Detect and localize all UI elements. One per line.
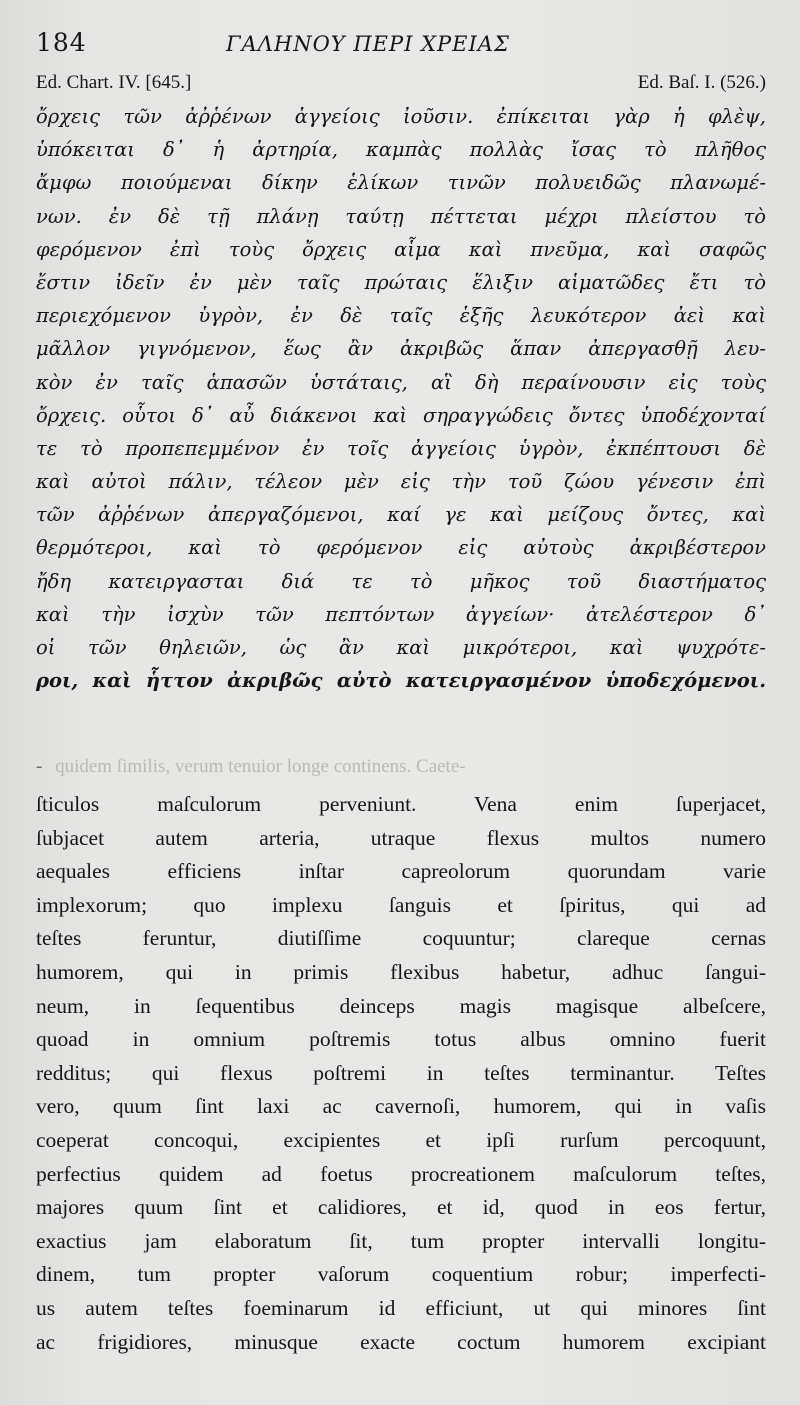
running-head: ΓΑΛΗΝΟΥ ΠΕΡΙ ΧΡΕΙΑΣ	[226, 32, 510, 56]
page-number: 184	[36, 28, 87, 57]
edition-basel: Ed. Baſ. I. (526.)	[637, 72, 766, 93]
greek-text-line: οἱ τῶν θηλειῶν, ὡς ἂν καὶ μικρότεροι, καὶ ψυχρότε-	[36, 636, 766, 659]
latin-text-line: majores quum ſint et calidiores, et id, quod in eos fertur,	[36, 1195, 766, 1220]
page-header	[36, 28, 766, 64]
latin-text-line: perfectius quidem ad foetus procreationem maſculorum teſtes,	[36, 1161, 766, 1186]
greek-text-line: μᾶλλον γιγνόμενον, ἕως ἂν ἀκριβῶς ἅπαν ἀπεργασθῇ λευ-	[36, 337, 766, 361]
greek-text-line: ὄρχεις τῶν ἀῤῥένων ἀγγείοις ἰοῦσιν. ἐπίκειται γὰρ ἡ φλὲψ,	[36, 105, 766, 128]
latin-text-line: neum, in ſequentibus deinceps magis magisque albeſcere,	[36, 993, 766, 1018]
greek-text-line: ἤδη κατειργασται διά τε τὸ μῆκος τοῦ διαστήματος	[36, 569, 766, 593]
greek-text-line: θερμότεροι, καὶ τὸ φερόμενον εἰς αὐτοὺς ἀκριβέστερον	[36, 536, 766, 560]
latin-text-line: ſticulos maſculorum perveniunt. Vena enim ſuperjacet,	[36, 792, 766, 816]
greek-text-line: περιεχόμενον ὑγρὸν, ἐν δὲ ταῖς ἑξῆς λευκότερον ἀεὶ καὶ	[36, 304, 766, 328]
latin-text-block	[36, 788, 766, 1359]
greek-text-line: ροι, καὶ ἧττον ἀκριβῶς αὐτὸ κατειργασμένον ὑποδεχόμενοι.	[36, 669, 766, 693]
latin-text-line: ac frigidiores, minusque exacte coctum humorem excipiant	[36, 1329, 766, 1354]
latin-text-line: teſtes feruntur, diutiſſime coquuntur; clareque cernas	[36, 926, 766, 951]
latin-text-line: humorem, qui in primis flexibus habetur, adhuc ſangui-	[36, 959, 766, 984]
greek-text-line: νων. ἐν δὲ τῇ πλάνῃ ταύτῃ πέττεται μέχρι πλείστου τὸ	[36, 204, 766, 228]
hyphen-mark: -	[36, 756, 43, 777]
greek-text-line: ἄμφω ποιούμεναι δίκην ἑλίκων τινῶν πολυειδῶς πλανωμέ-	[36, 171, 766, 195]
latin-text-line: aequales efficiens inſtar capreolorum quorundam varie	[36, 859, 766, 884]
greek-text-line: καὶ αὐτοὶ πάλιν, τέλεον μὲν εἰς τὴν τοῦ ζώου γένεσιν ἐπὶ	[36, 470, 766, 494]
edition-chartier: Ed. Chart. IV. [645.]	[36, 72, 192, 93]
latin-text-line: coeperat concoqui, excipientes et ipſi rurſum percoquunt,	[36, 1127, 766, 1152]
latin-text-line: ſubjacet autem arteria, utraque flexus multos numero	[36, 825, 766, 850]
latin-text-line: exactius jam elaboratum ſit, tum propter intervalli longitu-	[36, 1228, 766, 1253]
greek-text-line: ὑπόκειται δ᾽ ἡ ἀρτηρία, καμπὰς πολλὰς ἴσας τὸ πλῆθος	[36, 138, 766, 162]
greek-text-line: ἔστιν ἰδεῖν ἐν μὲν ταῖς πρώταις ἕλιξιν αἱματῶδες ἔτι τὸ	[36, 270, 766, 294]
edition-reference-line	[36, 72, 766, 100]
greek-text-line: καὶ τὴν ἰσχὺν τῶν πεπτόντων ἀγγείων· ἀτελέστερον δ᾽	[36, 602, 766, 626]
greek-text-line: τῶν ἀῤῥένων ἀπεργαζόμενοι, καί γε καὶ μείζους ὄντες, καὶ	[36, 503, 766, 527]
greek-text-line: φερόμενον ἐπὶ τοὺς ὄρχεις αἷμα καὶ πνεῦμα, καὶ σαφῶς	[36, 237, 766, 261]
bleed-through-text: quidem ſimilis, verum tenuior longe continens. Caete-	[55, 756, 466, 777]
latin-text-line: quoad in omnium poſtremis totus albus omnino fuerit	[36, 1027, 766, 1052]
latin-text-line: vero, quum ſint laxi ac cavernoſi, humorem, qui in vaſis	[36, 1094, 766, 1119]
latin-text-line: implexorum; quo implexu ſanguis et ſpiritus, qui ad	[36, 892, 766, 917]
greek-text-block	[36, 100, 766, 697]
greek-text-line: ὄρχεις. οὗτοι δ᾽ αὖ διάκενοι καὶ σηραγγώδεις ὄντες ὑποδέχονταί	[36, 403, 766, 427]
latin-text-line: redditus; qui flexus poſtremi in teſtes terminantur. Teſtes	[36, 1060, 766, 1085]
latin-text-line: us autem teſtes foeminarum id efficiunt, ut qui minores ſint	[36, 1295, 766, 1320]
greek-text-line: τε τὸ προπεπεμμένον ἐν τοῖς ἀγγείοις ὑγρὸν, ἐκπέπτουσι δὲ	[36, 436, 766, 460]
bleed-through-line	[36, 752, 766, 782]
latin-text-line: dinem, tum propter vaſorum coquentium robur; imperfecti-	[36, 1262, 766, 1287]
greek-text-line: κὸν ἐν ταῖς ἁπασῶν ὑστάταις, αἳ δὴ περαίνουσιν εἰς τοὺς	[36, 370, 766, 394]
